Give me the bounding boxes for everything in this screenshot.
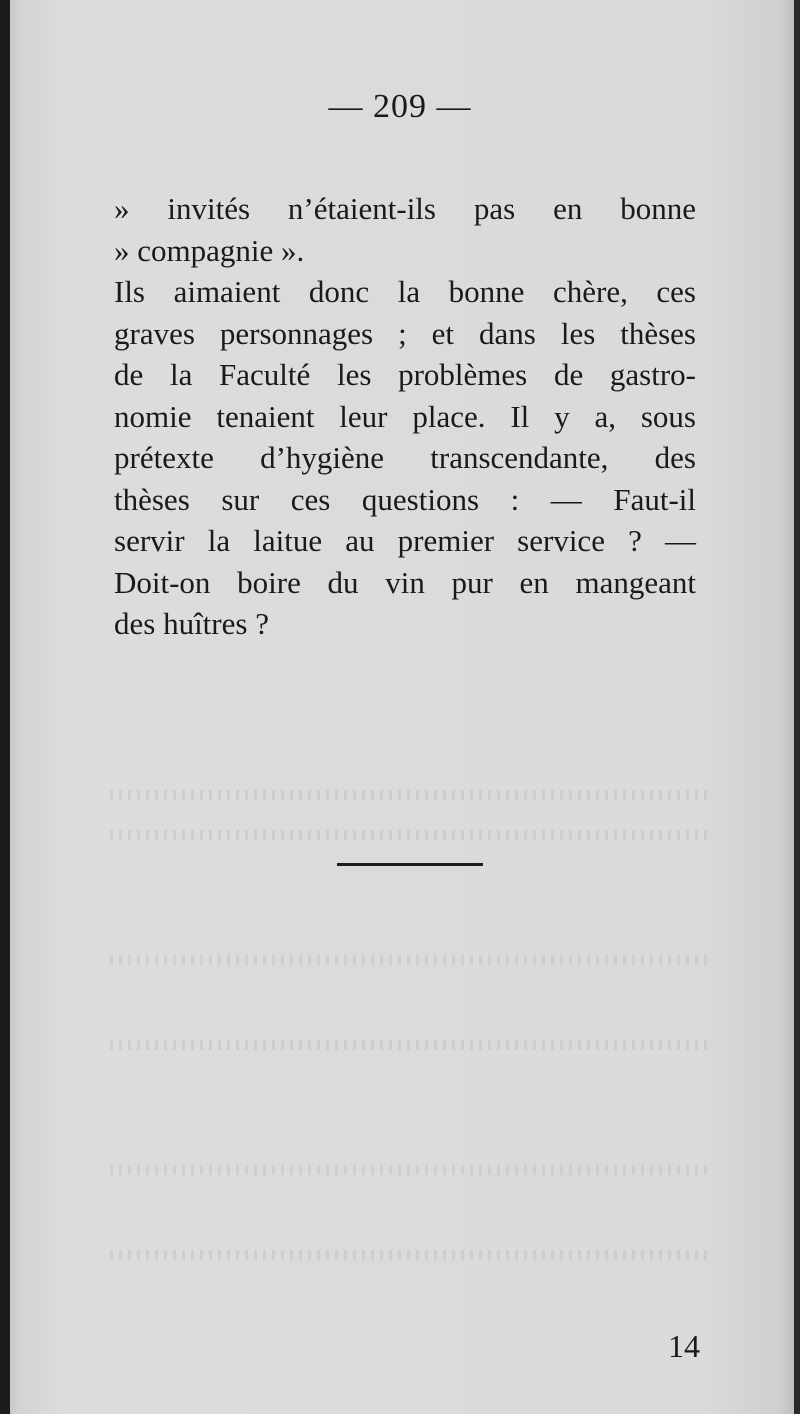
show-through	[110, 1250, 710, 1260]
text-line: graves personnages ; et dans les thèses	[114, 315, 696, 351]
page-right-edge	[794, 0, 800, 1414]
text-line: Ils aimaient donc la bonne chère, ces	[114, 274, 696, 309]
show-through	[110, 1040, 710, 1050]
text-line: thèses sur ces questions : — Faut-il	[114, 481, 696, 517]
text-line: nomie tenaient leur place. Il y a, sous	[114, 398, 696, 434]
text-line: de la Faculté les problèmes de gastro-	[114, 357, 696, 392]
show-through	[110, 790, 710, 800]
body-text	[114, 188, 696, 645]
show-through	[110, 1165, 710, 1175]
show-through	[110, 830, 710, 840]
text-line: des huîtres ?	[114, 606, 269, 641]
show-through	[110, 955, 710, 965]
page-left-edge	[0, 0, 10, 1414]
text-line: » compagnie ».	[114, 232, 305, 268]
section-divider	[337, 863, 483, 866]
text-line: Doit-on boire du vin pur en mangeant	[114, 564, 696, 600]
text-line: servir la laitue au premier service ? —	[114, 523, 696, 558]
signature-mark: 14	[668, 1328, 700, 1364]
text-line: » invités n’étaient-ils pas en bonne	[114, 191, 696, 226]
text-line: prétexte d’hygiène transcendante, des	[114, 440, 696, 475]
page-header: — 209 —	[328, 88, 472, 125]
